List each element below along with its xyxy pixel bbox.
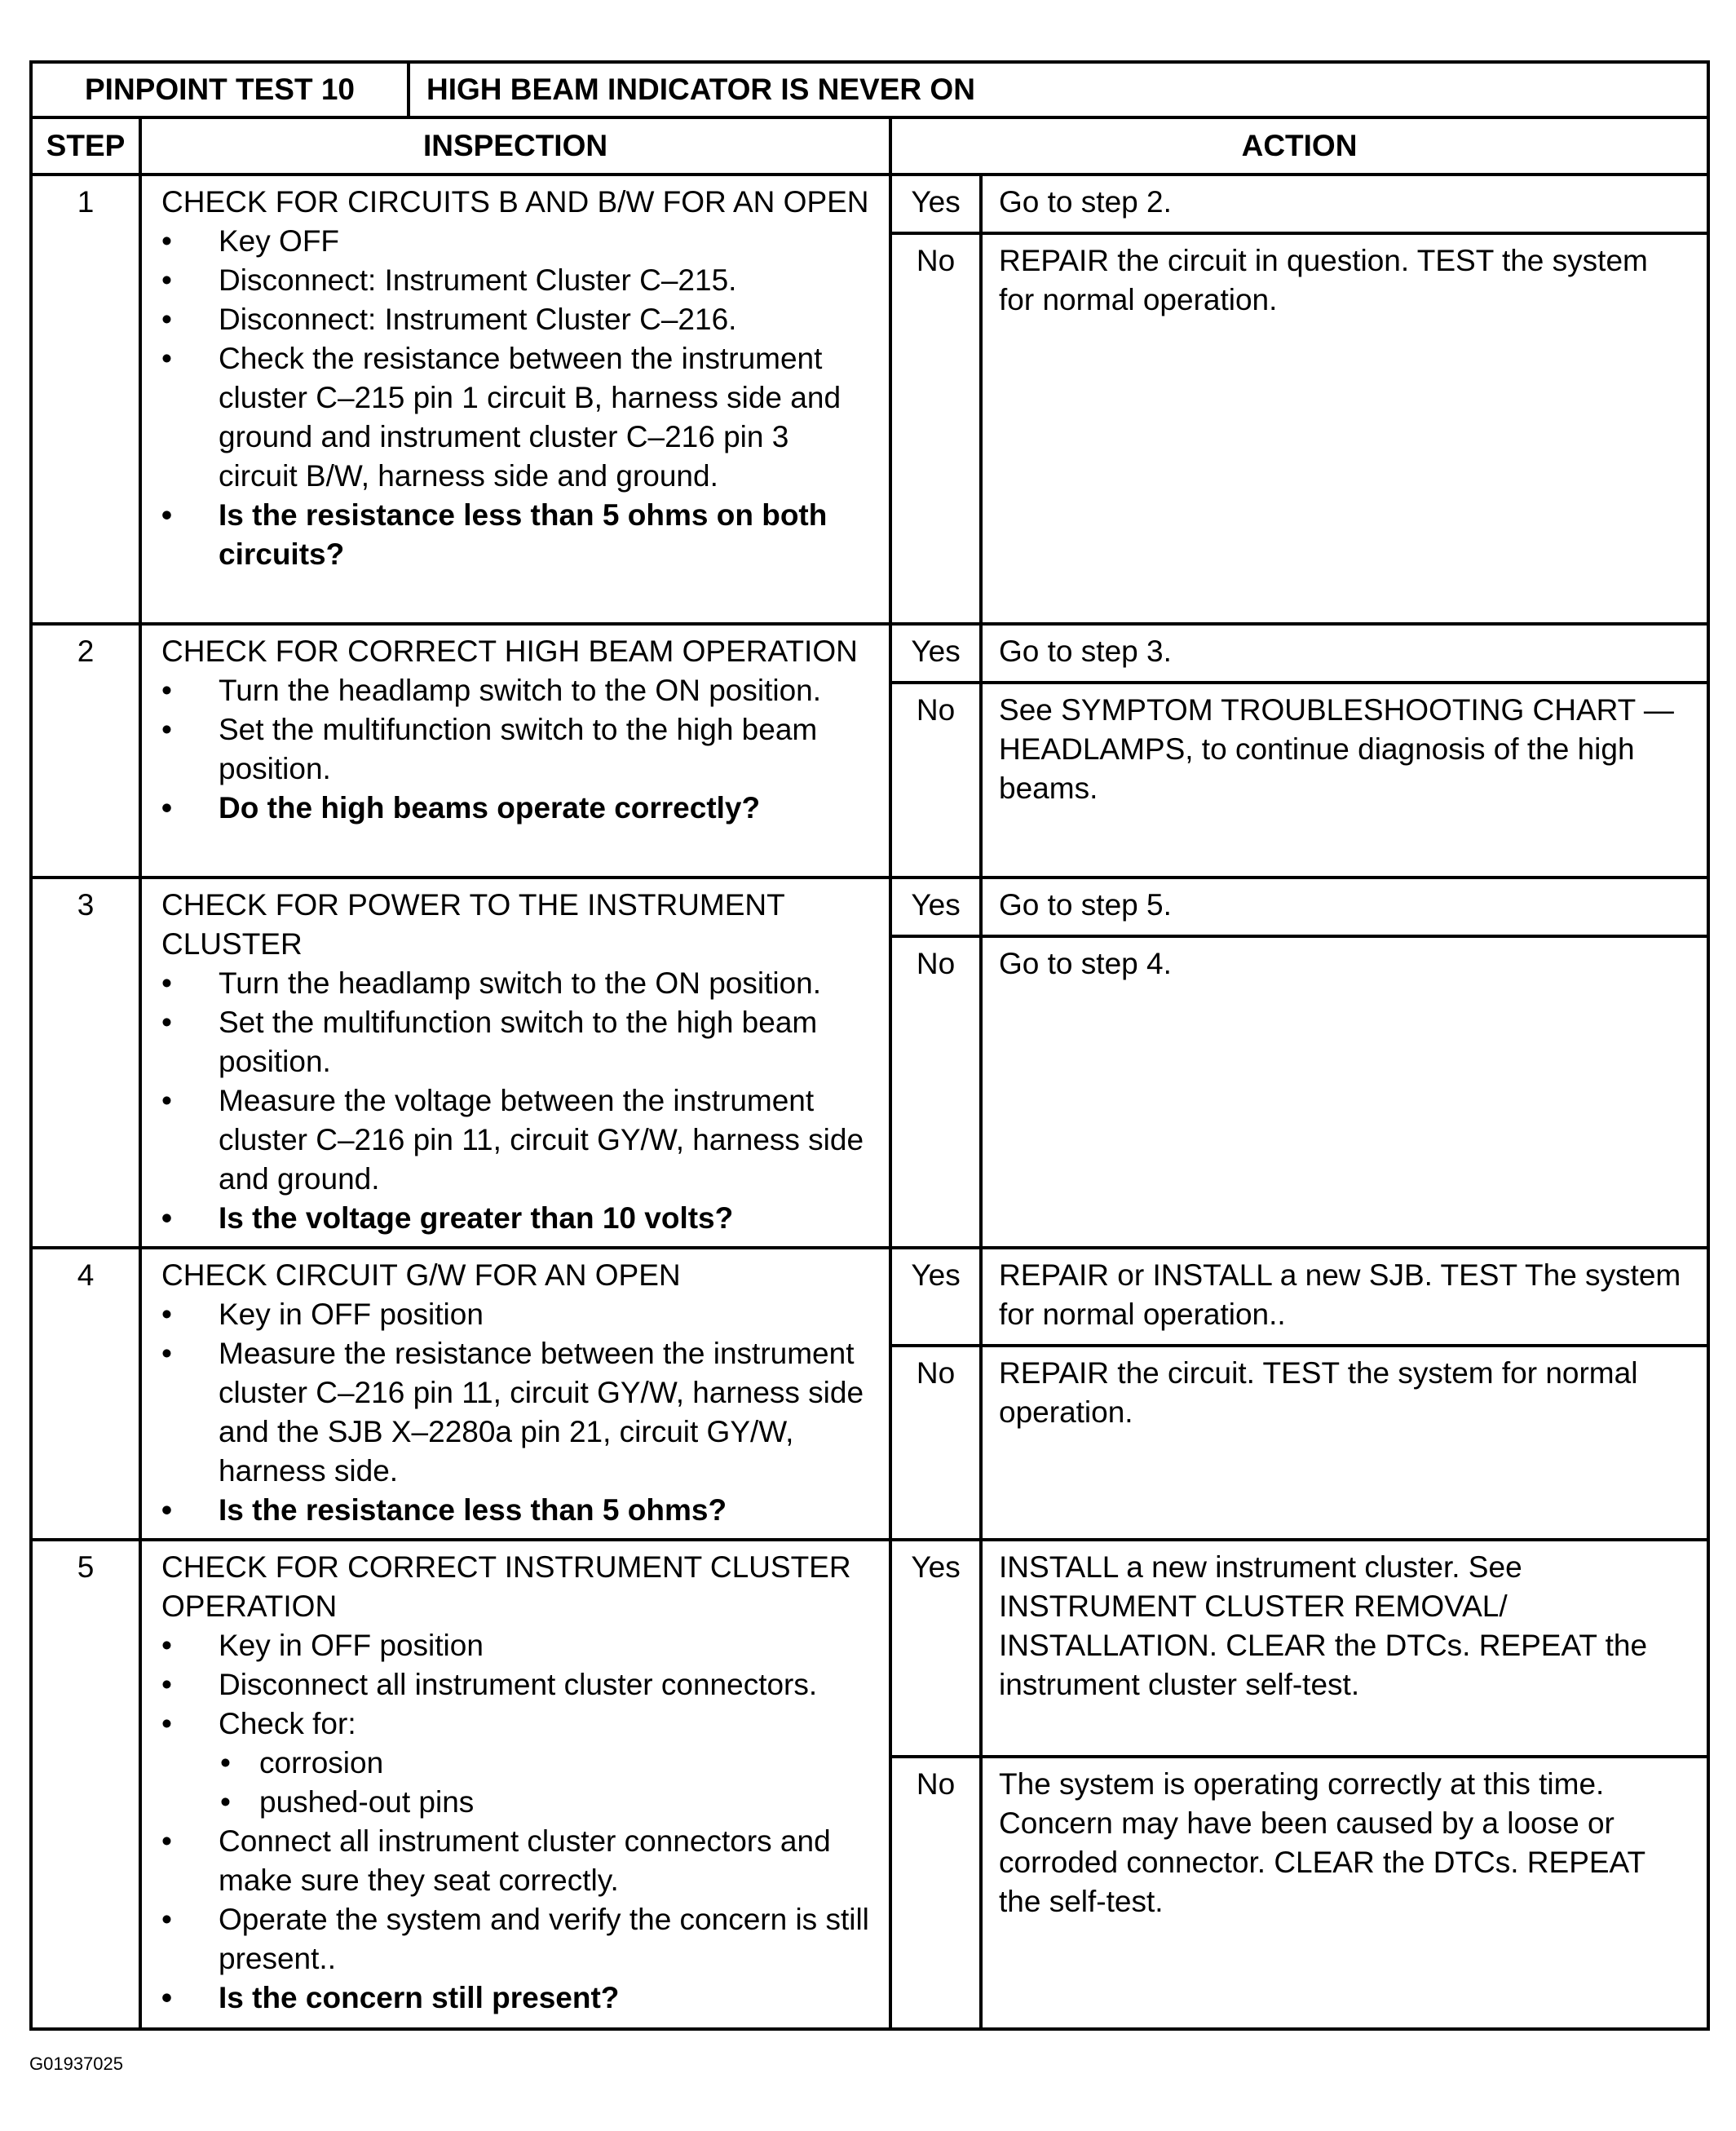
bullet-item: • Check for:	[161, 1704, 872, 1744]
step-bullet-list	[161, 1626, 872, 2018]
step-bullet-list	[161, 222, 872, 574]
bullet-item: • Disconnect all instrument cluster connectors.	[161, 1665, 872, 1704]
step-5-inspection	[140, 1540, 890, 2029]
step-2-yes-row	[31, 624, 1708, 683]
step-number: 3	[31, 878, 140, 1248]
step-bullet-list	[161, 964, 872, 1238]
column-header-row	[31, 117, 1708, 175]
step-column-header: STEP	[31, 117, 140, 175]
step-3-inspection	[140, 878, 890, 1248]
bullet-item: • Disconnect: Instrument Cluster C–215.	[161, 261, 872, 300]
no-action: Go to step 4.	[981, 936, 1708, 1248]
bullet-item: • Key OFF	[161, 222, 872, 261]
step-heading: CHECK FOR CORRECT INSTRUMENT CLUSTER OPERATION	[161, 1550, 851, 1623]
step-number: 1	[31, 175, 140, 624]
step-heading: CHECK CIRCUIT G/W FOR AN OPEN	[161, 1258, 681, 1292]
test-title: HIGH BEAM INDICATOR IS NEVER ON	[409, 62, 1708, 117]
step-question: • Is the concern still present?	[161, 1978, 872, 2018]
step-heading: CHECK FOR CORRECT HIGH BEAM OPERATION	[161, 634, 858, 668]
bullet-item: • Key in OFF position	[161, 1626, 872, 1665]
step-5-yes-row	[31, 1540, 1708, 1757]
bullet-item: • Measure the resistance between the instrument cluster C–216 pin 11, circuit GY/W, harness side and the SJB X–2280a pin 21, circuit GY/W, harness side.	[161, 1334, 872, 1491]
pinpoint-test-table	[29, 60, 1710, 2031]
no-label: No	[890, 683, 981, 878]
step-number: 5	[31, 1540, 140, 2029]
yes-action: INSTALL a new instrument cluster. See INSTRUMENT CLUSTER REMOVAL/ INSTALLATION. CLEAR the DTCs. REPEAT the instrument cluster self-test.	[981, 1540, 1708, 1757]
step-number: 2	[31, 624, 140, 878]
step-3-yes-row	[31, 878, 1708, 936]
no-label: No	[890, 233, 981, 624]
step-bullet-list	[161, 1295, 872, 1530]
no-action: See SYMPTOM TROUBLESHOOTING CHART — HEADLAMPS, to continue diagnosis of the high beams.	[981, 683, 1708, 878]
yes-action: REPAIR or INSTALL a new SJB. TEST The system for normal operation..	[981, 1248, 1708, 1346]
no-action: REPAIR the circuit. TEST the system for normal operation.	[981, 1346, 1708, 1540]
sub-bullet-item: • corrosion	[161, 1744, 872, 1783]
bullet-item: • Turn the headlamp switch to the ON position.	[161, 964, 872, 1003]
figure-id: G01937025	[29, 2054, 123, 2074]
no-action: The system is operating correctly at this time. Concern may have been caused by a loose or corroded connector. CLEAR the DTCs. REPEAT the self-test.	[981, 1757, 1708, 2029]
bullet-item: • Operate the system and verify the concern is still present..	[161, 1900, 872, 1978]
bullet-item: • Measure the voltage between the instrument cluster C–216 pin 11, circuit GY/W, harness side and ground.	[161, 1081, 872, 1199]
test-header-row	[31, 62, 1708, 117]
bullet-item: • Check the resistance between the instrument cluster C–215 pin 1 circuit B, harness side and ground and instrument cluster C–216 pin 3 circuit B/W, harness side and ground.	[161, 339, 872, 496]
test-label: PINPOINT TEST 10	[31, 62, 409, 117]
yes-action: Go to step 2.	[981, 175, 1708, 233]
bullet-item: • Disconnect: Instrument Cluster C–216.	[161, 300, 872, 339]
step-heading: CHECK FOR POWER TO THE INSTRUMENT CLUSTER	[161, 888, 785, 961]
yes-label: Yes	[890, 624, 981, 683]
step-4-yes-row	[31, 1248, 1708, 1346]
bullet-item: • Set the multifunction switch to the high beam position.	[161, 1003, 872, 1081]
yes-label: Yes	[890, 878, 981, 936]
yes-label: Yes	[890, 175, 981, 233]
bullet-item: • Set the multifunction switch to the high beam position.	[161, 710, 872, 789]
step-question: • Is the voltage greater than 10 volts?	[161, 1199, 872, 1238]
bullet-item: • Key in OFF position	[161, 1295, 872, 1334]
step-1-inspection	[140, 175, 890, 624]
yes-action: Go to step 3.	[981, 624, 1708, 683]
yes-label: Yes	[890, 1248, 981, 1346]
step-question: • Do the high beams operate correctly?	[161, 789, 872, 828]
no-label: No	[890, 1346, 981, 1540]
step-question: • Is the resistance less than 5 ohms on both circuits?	[161, 496, 872, 574]
yes-action: Go to step 5.	[981, 878, 1708, 936]
yes-label: Yes	[890, 1540, 981, 1757]
bullet-item: • Turn the headlamp switch to the ON position.	[161, 671, 872, 710]
step-number: 4	[31, 1248, 140, 1540]
step-heading: CHECK FOR CIRCUITS B AND B/W FOR AN OPEN	[161, 185, 869, 219]
sub-bullet-item: • pushed-out pins	[161, 1783, 872, 1822]
inspection-column-header: INSPECTION	[140, 117, 890, 175]
action-column-header: ACTION	[890, 117, 1708, 175]
step-2-inspection	[140, 624, 890, 878]
no-label: No	[890, 1757, 981, 2029]
no-label: No	[890, 936, 981, 1248]
no-action: REPAIR the circuit in question. TEST the system for normal operation.	[981, 233, 1708, 624]
bullet-item: • Connect all instrument cluster connectors and make sure they seat correctly.	[161, 1822, 872, 1900]
step-4-inspection	[140, 1248, 890, 1540]
step-bullet-list	[161, 671, 872, 828]
step-question: • Is the resistance less than 5 ohms?	[161, 1491, 872, 1530]
step-1-yes-row	[31, 175, 1708, 233]
